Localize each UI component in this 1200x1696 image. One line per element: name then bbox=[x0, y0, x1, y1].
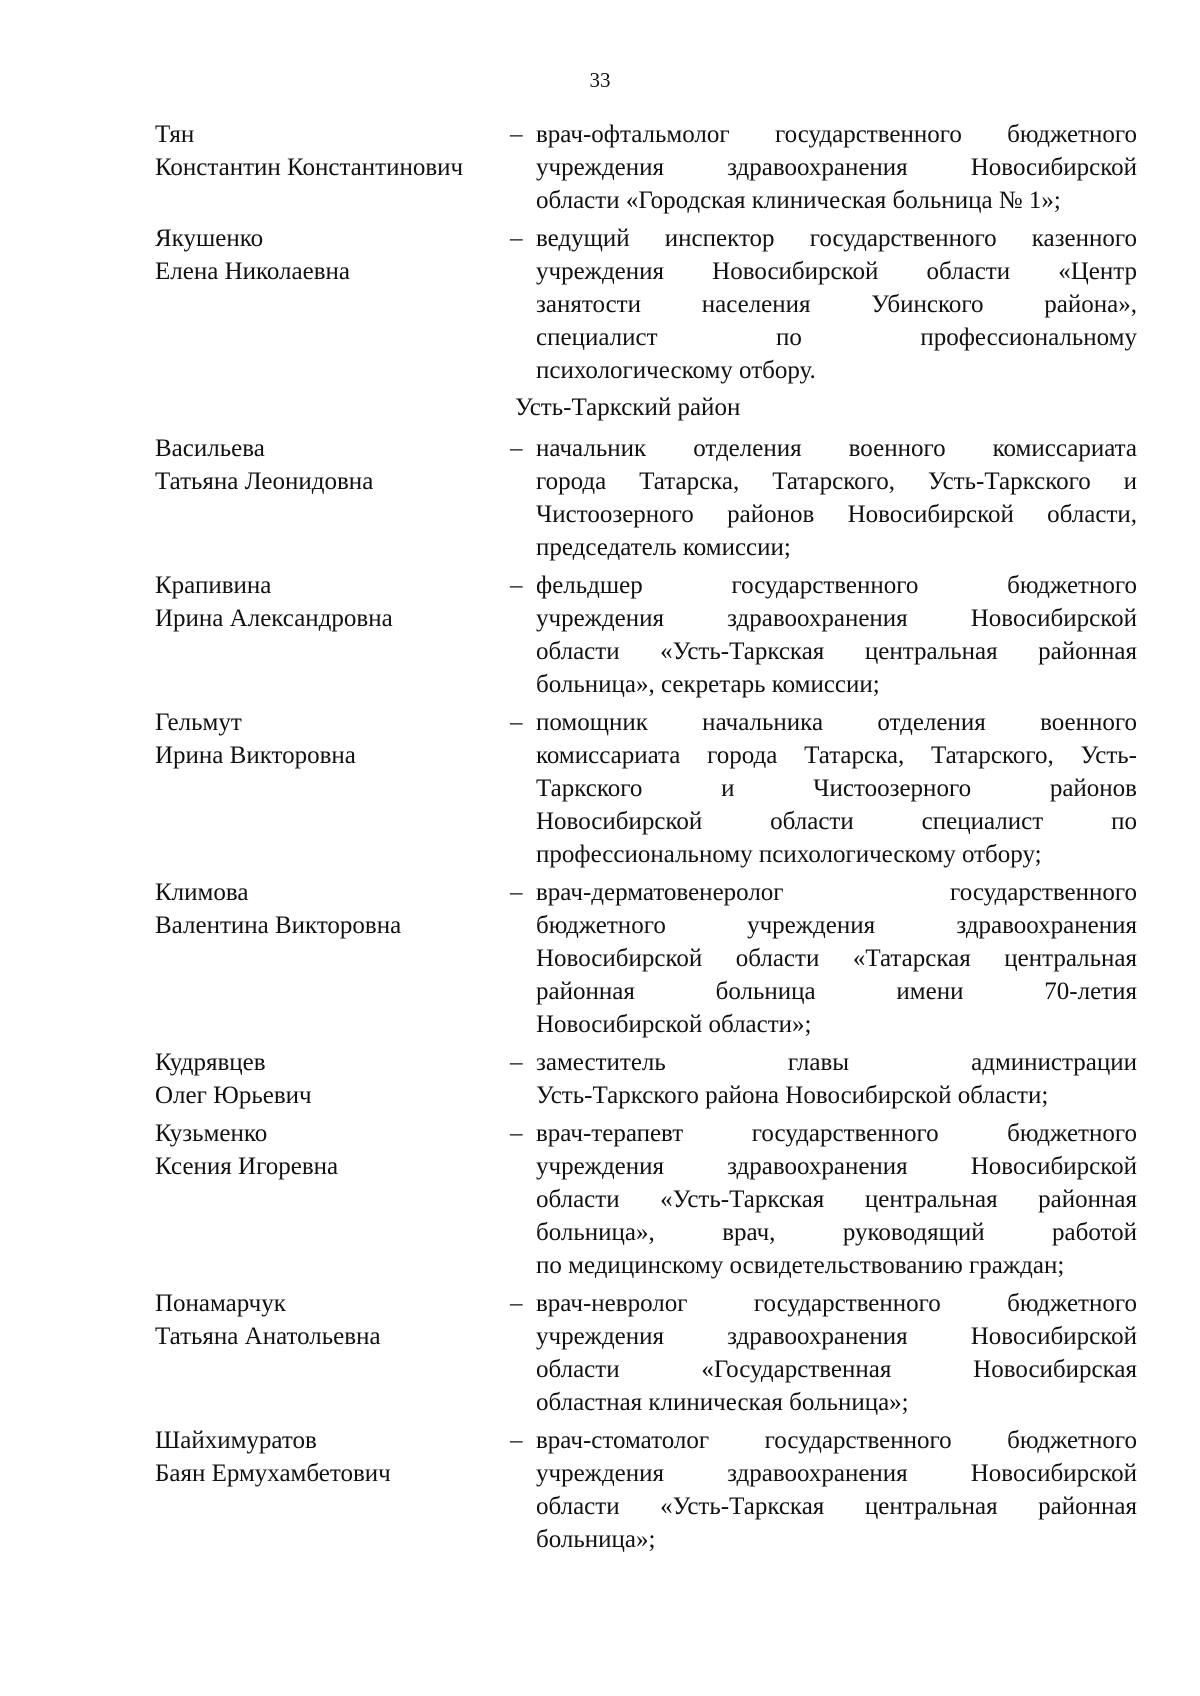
member-position bbox=[536, 1287, 1137, 1419]
position-line: области «Городская клиническая больница № 1»; bbox=[536, 187, 1061, 214]
position-line: комиссариата города Татарска, Татарского, Усть- bbox=[536, 742, 1137, 769]
member-surname: Васильева bbox=[155, 435, 265, 462]
position-line: врач-стоматолог государственного бюджетного bbox=[536, 1427, 1137, 1454]
position-line: учреждения здравоохранения Новосибирской bbox=[536, 154, 1137, 181]
member-entry bbox=[155, 222, 1137, 387]
position-line: по медицинскому освидетельствованию граждан; bbox=[536, 1252, 1065, 1279]
member-position bbox=[536, 1117, 1137, 1282]
member-name bbox=[155, 706, 510, 871]
position-line: начальник отделения военного комиссариата bbox=[536, 435, 1137, 462]
position-line: Новосибирской области специалист по bbox=[536, 808, 1137, 835]
member-given-names: Баян Ермухамбетович bbox=[155, 1460, 391, 1487]
member-surname: Шайхимуратов bbox=[155, 1427, 317, 1454]
member-entry bbox=[155, 876, 1137, 1041]
member-given-names: Олег Юрьевич bbox=[155, 1082, 312, 1109]
position-line: учреждения здравоохранения Новосибирской bbox=[536, 1153, 1137, 1180]
dash-separator: – bbox=[510, 1120, 523, 1147]
member-given-names: Татьяна Леонидовна bbox=[155, 468, 374, 495]
position-line: бюджетного учреждения здравоохранения bbox=[536, 912, 1137, 939]
member-position bbox=[536, 876, 1137, 1041]
position-line: города Татарска, Татарского, Усть-Таркского и bbox=[536, 468, 1137, 495]
member-given-names: Ирина Александровна bbox=[155, 605, 393, 632]
member-position bbox=[536, 706, 1137, 871]
member-surname: Якушенко bbox=[155, 225, 264, 252]
member-surname: Кузьменко bbox=[155, 1120, 268, 1147]
position-line: занятости населения Убинского района», bbox=[536, 291, 1137, 318]
position-line: Новосибирской области «Татарская центральная bbox=[536, 945, 1137, 972]
position-line: заместитель главы администрации bbox=[536, 1049, 1137, 1076]
position-line: районная больница имени 70-летия bbox=[536, 978, 1137, 1005]
member-position bbox=[536, 118, 1137, 217]
member-position bbox=[536, 569, 1137, 701]
member-entry bbox=[155, 1117, 1137, 1282]
member-entry bbox=[155, 569, 1137, 701]
member-surname: Кудрявцев bbox=[155, 1049, 266, 1076]
member-name bbox=[155, 222, 510, 387]
position-line: больница», врач, руководящий работой bbox=[536, 1219, 1137, 1246]
position-line: учреждения здравоохранения Новосибирской bbox=[536, 605, 1137, 632]
position-line: области «Усть-Таркская центральная районная bbox=[536, 1186, 1137, 1213]
member-entry bbox=[155, 1424, 1137, 1556]
position-line: области «Усть-Таркская центральная районная bbox=[536, 1493, 1137, 1520]
position-line: учреждения здравоохранения Новосибирской bbox=[536, 1460, 1137, 1487]
member-given-names: Константин Константинович bbox=[155, 154, 464, 181]
position-line: Таркского и Чистоозерного районов bbox=[536, 775, 1137, 802]
dash-separator: – bbox=[510, 121, 523, 148]
member-entry bbox=[155, 1287, 1137, 1419]
position-line: профессиональному психологическому отбору; bbox=[536, 841, 1042, 868]
member-position bbox=[536, 222, 1137, 387]
member-given-names: Татьяна Анатольевна bbox=[155, 1323, 381, 1350]
position-line: учреждения здравоохранения Новосибирской bbox=[536, 1323, 1137, 1350]
member-position bbox=[536, 1424, 1137, 1556]
position-line: председатель комиссии; bbox=[536, 534, 791, 561]
member-name bbox=[155, 1424, 510, 1556]
member-surname: Понамарчук bbox=[155, 1290, 286, 1317]
position-line: больница», секретарь комиссии; bbox=[536, 671, 880, 698]
member-position bbox=[536, 432, 1137, 564]
member-given-names: Ирина Викторовна bbox=[155, 742, 356, 769]
member-given-names: Елена Николаевна bbox=[155, 258, 350, 285]
member-name bbox=[155, 876, 510, 1041]
position-line: фельдшер государственного бюджетного bbox=[536, 572, 1137, 599]
member-name bbox=[155, 118, 510, 217]
position-line: врач-дерматовенеролог государственного bbox=[536, 879, 1137, 906]
position-line: помощник начальника отделения военного bbox=[536, 709, 1137, 736]
position-line: областная клиническая больница»; bbox=[536, 1389, 909, 1416]
member-name bbox=[155, 432, 510, 564]
member-entry bbox=[155, 432, 1137, 564]
position-line: Новосибирской области»; bbox=[536, 1011, 812, 1038]
member-entry bbox=[155, 118, 1137, 217]
member-given-names: Ксения Игоревна bbox=[155, 1153, 339, 1180]
member-name bbox=[155, 1117, 510, 1282]
dash-separator: – bbox=[510, 572, 523, 599]
dash-separator: – bbox=[510, 1290, 523, 1317]
member-position bbox=[536, 1046, 1137, 1112]
position-line: специалист по профессиональному bbox=[536, 324, 1137, 351]
position-line: врач-терапевт государственного бюджетного bbox=[536, 1120, 1137, 1147]
member-surname: Крапивина bbox=[155, 572, 272, 599]
dash-separator: – bbox=[510, 1427, 523, 1454]
position-line: врач-офтальмолог государственного бюджетного bbox=[536, 121, 1137, 148]
member-name bbox=[155, 1287, 510, 1419]
position-line: больница»; bbox=[536, 1526, 656, 1553]
position-line: психологическому отбору. bbox=[536, 357, 816, 384]
dash-separator: – bbox=[510, 435, 523, 462]
position-line: врач-невролог государственного бюджетного bbox=[536, 1290, 1137, 1317]
dash-separator: – bbox=[510, 879, 523, 906]
dash-separator: – bbox=[510, 1049, 523, 1076]
member-name bbox=[155, 569, 510, 701]
position-line: области «Государственная Новосибирская bbox=[536, 1356, 1137, 1383]
dash-separator: – bbox=[510, 225, 523, 252]
section-heading: Усть-Таркский район bbox=[515, 394, 741, 421]
member-name bbox=[155, 1046, 510, 1112]
member-surname: Тян bbox=[155, 121, 195, 148]
dash-separator: – bbox=[510, 709, 523, 736]
position-line: области «Усть-Таркская центральная районная bbox=[536, 638, 1137, 665]
page-number: 33 bbox=[589, 68, 611, 92]
member-entry bbox=[155, 706, 1137, 871]
position-line: Чистоозерного районов Новосибирской области, bbox=[536, 501, 1137, 528]
commission-member-list bbox=[155, 118, 1137, 1556]
member-surname: Климова bbox=[155, 879, 249, 906]
member-surname: Гельмут bbox=[155, 709, 242, 736]
position-line: учреждения Новосибирской области «Центр bbox=[536, 258, 1137, 285]
member-given-names: Валентина Викторовна bbox=[155, 912, 402, 939]
position-line: ведущий инспектор государственного казенного bbox=[536, 225, 1137, 252]
member-entry bbox=[155, 1046, 1137, 1112]
position-line: Усть-Таркского района Новосибирской области; bbox=[536, 1082, 1049, 1109]
